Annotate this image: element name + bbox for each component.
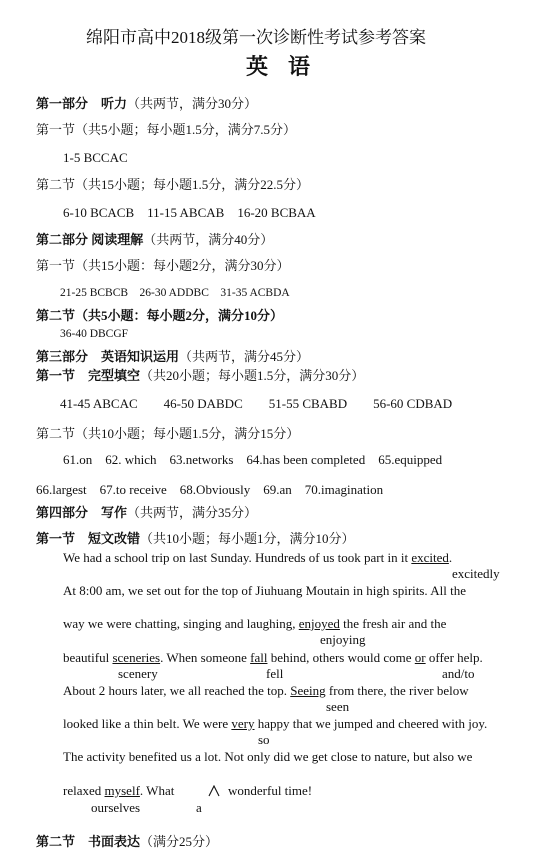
part2-heading: 第二部分 阅读理解 xyxy=(36,232,144,247)
part3-sec1-answers: 41-45 ABCAC 46-50 DABDC 51-55 CBABD 56-60 CDBAD xyxy=(60,396,453,411)
passage-text: . What xyxy=(139,783,175,798)
correction: enjoying xyxy=(320,632,366,647)
part3-sec2-answers-1: 61.on 62. which 63.networks 64.has been completed 65.equipped xyxy=(63,452,443,467)
passage-text: We had a school trip on last Sunday. Hundreds of us took part in it xyxy=(63,550,412,565)
part3-sec1-name: 完型填空 xyxy=(88,368,141,383)
part1-sec2-heading: 第二节（共15小题；每小题1.5分，满分22.5分） xyxy=(36,177,310,192)
passage-text: happy that we jumped and cheered with joy. xyxy=(254,716,488,731)
part1-heading: 第一部分 听力 xyxy=(36,96,128,111)
subject-title: 英语 xyxy=(246,54,331,79)
error-word: or xyxy=(414,650,426,665)
correction: so xyxy=(258,732,270,747)
passage-line-6 xyxy=(63,716,487,732)
part3-note: （共两节，满分45分） xyxy=(179,349,310,364)
part2-sec1-answers: 21-25 BCBCB 26-30 ADDBC 31-35 ACBDA xyxy=(60,287,290,299)
part1-heading-line xyxy=(36,96,257,112)
passage-text: looked like a thin belt. We were xyxy=(63,716,232,731)
part3-sec1-heading xyxy=(36,368,364,384)
passage-text: way we were chatting, singing and laughing, xyxy=(63,616,299,631)
part1-note: （共两节，满分30分） xyxy=(127,96,258,111)
correction: scenery xyxy=(118,666,158,681)
passage-text: from there, the river below xyxy=(325,683,469,698)
part1-sec1-heading: 第一节（共5小题；每小题1.5分，满分7.5分） xyxy=(36,122,297,137)
correction: and/to xyxy=(442,666,475,681)
part4-sec2-heading xyxy=(36,834,218,850)
part3-heading: 第三部分 英语知识运用 xyxy=(36,349,180,364)
part1-sec2-answers: 6-10 BCACB 11-15 ABCAB 16-20 BCBAA xyxy=(63,205,316,220)
part4-sec1-heading xyxy=(36,531,355,547)
part2-sec2-heading: 第二节（共5小题：每小题2分，满分10分） xyxy=(36,308,284,323)
passage-text: the fresh air and the xyxy=(339,616,447,631)
part2-note: （共两节，满分40分） xyxy=(143,232,274,247)
passage-line-2: At 8:00 am, we set out for the top of Jiuhuang Moutain in high spirits. All the xyxy=(63,583,466,598)
part4-sec1-name: 短文改错 xyxy=(88,531,141,546)
part4-heading: 第四部分 写作 xyxy=(36,505,128,520)
error-word: enjoyed xyxy=(298,616,340,631)
part4-sec1-label: 第一节 xyxy=(36,531,76,546)
insertion-caret-icon xyxy=(208,785,220,797)
passage-line-7: The activity benefited us a lot. Not only did we get close to nature, but also we xyxy=(63,749,473,764)
passage-line-5 xyxy=(63,683,469,699)
part3-sec1-note: （共20小题；每小题1.5分，满分30分） xyxy=(140,368,365,383)
part3-sec2-heading: 第二节（共10小题；每小题1.5分，满分15分） xyxy=(36,426,300,441)
correction: seen xyxy=(326,699,350,714)
error-word: very xyxy=(231,716,255,731)
part4-sec1-note: （共10小题；每小题1分，满分10分） xyxy=(140,531,355,546)
passage-text: beautiful xyxy=(63,650,113,665)
passage-text: relaxed xyxy=(63,783,105,798)
passage-line-4 xyxy=(63,650,483,666)
passage-text: behind, others would come xyxy=(267,650,415,665)
correction: ourselves xyxy=(91,800,141,815)
part4-sec2-note: （满分25分） xyxy=(140,834,219,849)
part2-heading-line xyxy=(36,232,273,248)
passage-line-1 xyxy=(63,550,452,566)
error-word: fall xyxy=(250,650,268,665)
passage-text: About 2 hours later, we all reached the top. xyxy=(63,683,291,698)
correction: fell xyxy=(266,666,284,681)
correction: a xyxy=(196,800,202,815)
page-title: 绵阳市高中2018级第一次诊断性考试参考答案 xyxy=(86,28,426,47)
passage-text: . xyxy=(448,550,453,565)
part2-sec2-answers: 36-40 DBCGF xyxy=(60,328,129,340)
error-word: excited xyxy=(411,550,449,565)
part4-note: （共两节，满分35分） xyxy=(127,505,258,520)
error-word: myself xyxy=(104,783,140,798)
part4-sec2-label: 第二节 xyxy=(36,834,76,849)
part4-heading-line xyxy=(36,505,257,521)
passage-line-8 xyxy=(63,783,174,799)
part3-sec1-label: 第一节 xyxy=(36,368,76,383)
passage-line-8-end: wonderful time! xyxy=(228,783,313,798)
part2-sec1-heading: 第一节（共15小题：每小题2分，满分30分） xyxy=(36,258,290,273)
error-word: sceneries xyxy=(112,650,161,665)
passage-text: offer help. xyxy=(425,650,483,665)
error-word: Seeing xyxy=(290,683,326,698)
part1-sec1-answers: 1-5 BCCAC xyxy=(63,150,128,165)
passage-line-3 xyxy=(63,616,446,632)
correction: excitedly xyxy=(452,566,500,581)
part3-sec2-answers-2: 66.largest 67.to receive 68.Obviously 69.an 70.imagination xyxy=(36,482,384,497)
part4-sec2-name: 书面表达 xyxy=(88,834,141,849)
passage-text: . When someone xyxy=(160,650,251,665)
part3-heading-line xyxy=(36,349,309,365)
